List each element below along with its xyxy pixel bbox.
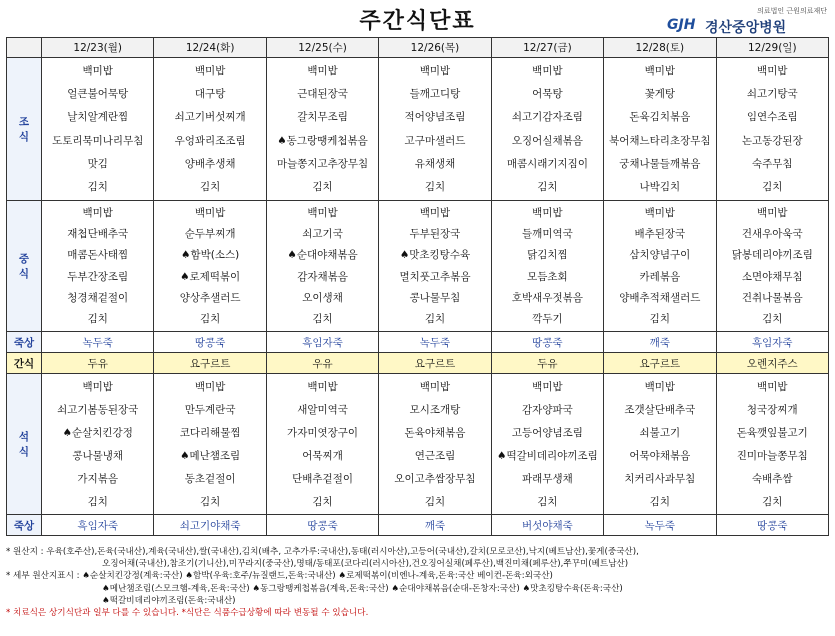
snack-label: 간식 — [7, 353, 42, 374]
menu-item: 돈육야채볶음 — [404, 426, 466, 439]
menu-item: 두부간장조림 — [67, 270, 129, 283]
menu-item: 백미밥 — [419, 64, 451, 77]
menu-item: 김치 — [199, 181, 221, 194]
menu-item: 진미마늘쫑무침 — [736, 449, 808, 462]
menu-item: 북어채느타리초장무침 — [609, 134, 711, 147]
menu-item: 돈육깻잎불고기 — [736, 426, 808, 439]
menu-item: 어묵찌개 — [302, 449, 343, 462]
day-header: 12/23(월) — [42, 38, 154, 58]
breakfast-day-4 — [379, 58, 491, 201]
dinner-label: 석 식 — [7, 374, 42, 515]
menu-item: 조갯살단배추국 — [624, 403, 696, 416]
menu-item: 백미밥 — [644, 380, 676, 393]
menu-item: 오이고추쌈장무침 — [394, 472, 476, 485]
menu-item: 카레볶음 — [639, 270, 681, 283]
menu-item: 김치 — [87, 313, 108, 326]
day-header: 12/26(목) — [379, 38, 491, 58]
logo-mark: GJH — [667, 17, 696, 33]
logo-name: 경산중앙병원 — [705, 20, 787, 36]
porridge-cell: 흑임자죽 — [266, 332, 378, 353]
lunch-day-5 — [491, 201, 603, 332]
menu-item: 호박새우젓볶음 — [511, 291, 583, 304]
menu-item: 김치 — [199, 495, 221, 508]
breakfast-label: 조 식 — [7, 58, 42, 201]
menu-item: 닭봉데리야끼조림 — [731, 249, 813, 262]
origin-note-1: * 원산지 : 우육(호주산),돈육(국내산),계육(국내산),쌀(국내산),김치(배추, 고추가루:국내산),동태(러시아산),고등어(국내산),갈치(모로코산),낙지(베트남산),꽃게(중국산), — [6, 547, 639, 557]
menu-item: ♠순살치킨강정 — [62, 426, 133, 439]
dinner-day-3 — [266, 374, 378, 515]
menu-item: 백미밥 — [194, 206, 226, 219]
menu-item: 김치 — [762, 181, 783, 194]
menu-item: 논고동강된장 — [741, 134, 803, 147]
day-header: 12/27(금) — [491, 38, 603, 58]
menu-item: 쇠고기탕국 — [746, 87, 798, 100]
menu-item: 건새우아욱국 — [741, 227, 803, 240]
menu-item: 얼큰불어묵탕 — [67, 87, 129, 100]
menu-item: 쇠고기봄동된장국 — [57, 403, 139, 416]
menu-item: ♠메난챔조림 — [180, 449, 241, 462]
menu-item: 오이생채 — [302, 291, 343, 304]
menu-item: 근대된장국 — [297, 87, 348, 100]
menu-item: 가자미엿장구이 — [287, 426, 359, 439]
menu-item: 콩나물냉채 — [72, 449, 124, 462]
menu-item: 백미밥 — [307, 64, 338, 77]
porridge-cell: 흑임자죽 — [716, 332, 828, 353]
porridge-cell: 땅콩죽 — [491, 332, 603, 353]
menu-item: 백미밥 — [757, 64, 788, 77]
menu-item: 연근조림 — [414, 449, 456, 462]
menu-item: 양상추샐러드 — [179, 291, 241, 304]
menu-item: 백미밥 — [419, 206, 451, 219]
menu-item: 김치 — [537, 181, 558, 194]
menu-item: 모듬초회 — [527, 270, 568, 283]
porridge-row-1 — [7, 332, 829, 353]
menu-item: 청경채겉절이 — [67, 291, 129, 304]
lunch-row — [7, 201, 829, 332]
porridge-cell: 녹두죽 — [42, 332, 154, 353]
menu-item: 꽃게탕 — [644, 87, 676, 100]
porridge-cell: 흑임자죽 — [42, 515, 154, 536]
menu-item: 백미밥 — [419, 380, 451, 393]
dinner-day-2 — [154, 374, 266, 515]
menu-item: 날치알계란찜 — [67, 111, 129, 124]
hospital-logo — [667, 6, 827, 36]
porridge-cell: 녹두죽 — [604, 515, 716, 536]
menu-item: 들깨미역국 — [522, 227, 573, 240]
menu-item: ♠순대야채볶음 — [287, 249, 358, 262]
porridge-cell: 깨죽 — [604, 332, 716, 353]
detail-note-1: * 세부 원산지표시 : ♠순살치킨강정(계육:국산) ♠함박(우육:호주/뉴질랜드,돈육:국내산) ♠로제떡볶이(비엔나-계육,돈육:국산 베이컨-돈육:외국산) — [6, 571, 553, 582]
menu-item: 마늘쫑지고추장무침 — [276, 157, 369, 170]
menu-item: 쇠고기감자조림 — [511, 111, 583, 124]
detail-note-2: ♠메난챔조림(스모크햄-계육,돈육:국산) ♠동그랑땡케첩볶음(계육,돈육:국산) ♠순대야채볶음(순대-돈창자:국산) ♠맛초킹탕수육(돈육:국산) — [102, 583, 623, 594]
menu-item: 나박김치 — [639, 181, 681, 194]
menu-item: 양배추생채 — [184, 157, 236, 170]
menu-item: 김치 — [537, 495, 558, 508]
menu-item: 파래무생채 — [522, 472, 573, 485]
menu-item: 콩나물무침 — [409, 291, 461, 304]
origin-note-2: 오징어채(국내산),참조기(기니산),미꾸라지(중국산),명태/동태포(코다리(러시아산),건오징어실채(페루산),백진미채(페루산),쭈꾸미(베트남산) — [102, 559, 629, 570]
menu-item: 도토리묵미나리무침 — [52, 134, 144, 147]
lunch-label: 중 식 — [7, 201, 42, 332]
menu-item: 백미밥 — [307, 380, 338, 393]
menu-item: ♠동그랑땡케첩볶음 — [277, 134, 368, 147]
porridge-row-2 — [7, 515, 829, 536]
menu-item: 순두부찌개 — [184, 227, 236, 240]
menu-item: 새알미역국 — [297, 403, 348, 416]
menu-item: 청국장찌개 — [746, 403, 798, 416]
porridge-cell: 버섯야채죽 — [491, 515, 603, 536]
menu-item: 김치 — [424, 313, 446, 326]
menu-item: 들깨고디탕 — [409, 87, 461, 100]
menu-item: 대구탕 — [194, 87, 226, 100]
menu-item: 김치 — [87, 181, 108, 194]
menu-item: 백미밥 — [757, 380, 788, 393]
dinner-day-1 — [42, 374, 154, 515]
day-header: 12/29(일) — [716, 38, 828, 58]
menu-item: 두부된장국 — [409, 227, 461, 240]
menu-item: 백미밥 — [194, 64, 226, 77]
porridge-cell: 쇠고기야채죽 — [154, 515, 266, 536]
menu-item: 백미밥 — [307, 206, 338, 219]
snack-cell: 오렌지주스 — [716, 353, 828, 374]
dinner-day-7 — [716, 374, 828, 515]
breakfast-day-1 — [42, 58, 154, 201]
menu-item: 김치 — [649, 495, 670, 508]
menu-item: 고구마샐러드 — [404, 134, 466, 147]
menu-item: 가지볶음 — [77, 472, 118, 485]
porridge-cell: 깨죽 — [379, 515, 491, 536]
menu-item: 재첩단배추국 — [67, 227, 129, 240]
snack-cell: 요구르트 — [379, 353, 491, 374]
header-row — [7, 38, 829, 58]
menu-item: 백미밥 — [644, 64, 676, 77]
menu-item: 멸치풋고추볶음 — [399, 270, 471, 283]
menu-item: 동초겉절이 — [184, 472, 236, 485]
breakfast-day-6 — [604, 58, 716, 201]
menu-item: 감자채볶음 — [297, 270, 348, 283]
porridge-cell: 녹두죽 — [379, 332, 491, 353]
dinner-row — [7, 374, 829, 515]
porridge-label-2: 죽상 — [7, 515, 42, 536]
dinner-day-6 — [604, 374, 716, 515]
snack-cell: 우유 — [266, 353, 378, 374]
lunch-day-7 — [716, 201, 828, 332]
menu-item: 김치 — [649, 313, 670, 326]
menu-item: 임연수조림 — [746, 111, 798, 124]
menu-item: 닭김치찜 — [527, 249, 568, 262]
menu-item: 숙주무침 — [751, 157, 793, 170]
detail-note-3: ♠떡갈비데리야끼조림(돈육:국내산) — [102, 595, 236, 606]
menu-item: 백미밥 — [82, 380, 113, 393]
snack-cell: 두유 — [42, 353, 154, 374]
menu-item: 쇠불고기 — [639, 426, 681, 439]
menu-item: 김치 — [312, 181, 333, 194]
porridge-cell: 땅콩죽 — [716, 515, 828, 536]
snack-cell: 요구르트 — [154, 353, 266, 374]
snack-cell: 두유 — [491, 353, 603, 374]
breakfast-day-5 — [491, 58, 603, 201]
menu-item: 돈육김치볶음 — [629, 111, 691, 124]
breakfast-row — [7, 58, 829, 201]
dinner-day-4 — [379, 374, 491, 515]
page-title: 주간식단표 — [359, 9, 476, 34]
menu-item: 소면야채무침 — [741, 270, 803, 283]
menu-item: 쇠고기버섯찌개 — [174, 111, 246, 124]
menu-item: 코다리해물찜 — [179, 426, 241, 439]
lunch-day-6 — [604, 201, 716, 332]
breakfast-day-2 — [154, 58, 266, 201]
menu-item: 궁채나물들깨볶음 — [619, 157, 701, 170]
logo-subtitle: 의료법인 근원의료재단 — [757, 7, 827, 15]
day-header: 12/28(토) — [604, 38, 716, 58]
menu-item: 양배추적채샐러드 — [619, 291, 701, 304]
lunch-day-4 — [379, 201, 491, 332]
menu-item: 김치 — [87, 495, 108, 508]
menu-item: 배추된장국 — [634, 227, 686, 240]
menu-item: ♠로제떡볶이 — [180, 270, 241, 283]
day-header: 12/24(화) — [154, 38, 266, 58]
footnotes — [6, 546, 829, 619]
menu-item: 김치 — [312, 313, 333, 326]
porridge-cell: 땅콩죽 — [266, 515, 378, 536]
menu-item: 김치 — [762, 313, 783, 326]
menu-item: 감자양파국 — [522, 403, 573, 416]
menu-item: 맛김 — [87, 157, 108, 170]
menu-item: 유채생채 — [414, 157, 456, 170]
porridge-cell: 땅콩죽 — [154, 332, 266, 353]
menu-item: 매콤돈사태찜 — [67, 249, 129, 262]
disclaimer-note: * 치료식은 상기식단과 일부 다를 수 있습니다. *식단은 식품수급상황에 따라 변동될 수 있습니다. — [6, 608, 369, 619]
menu-item: 우엉꽈리조조림 — [174, 134, 246, 147]
menu-item: 치커리사과무침 — [624, 472, 696, 485]
snack-cell: 요구르트 — [604, 353, 716, 374]
menu-item: 건취나물볶음 — [741, 291, 803, 304]
menu-item: 오징어실채볶음 — [511, 134, 583, 147]
menu-item: 백미밥 — [82, 206, 113, 219]
dinner-day-5 — [491, 374, 603, 515]
menu-item: 백미밥 — [644, 206, 676, 219]
menu-item: 김치 — [424, 181, 446, 194]
menu-item: ♠맛초킹탕수육 — [399, 249, 471, 262]
menu-item: 백미밥 — [532, 206, 563, 219]
menu-item: 김치 — [199, 313, 221, 326]
menu-item: 단배추겉절이 — [292, 472, 353, 485]
menu-item: 쇠고기국 — [302, 227, 343, 240]
header-corner — [7, 38, 42, 58]
menu-item: 만두계란국 — [184, 403, 236, 416]
menu-item: 백미밥 — [194, 380, 226, 393]
lunch-day-3 — [266, 201, 378, 332]
menu-item: 갈치무조림 — [297, 111, 348, 124]
menu-item: 백미밥 — [82, 64, 113, 77]
menu-item: 매콤시래기지짐이 — [506, 157, 588, 170]
menu-item: ♠함박(소스) — [181, 249, 240, 262]
weekly-menu-table — [6, 37, 829, 536]
menu-item: 적어양념조림 — [404, 111, 466, 124]
menu-item: 어묵야채볶음 — [629, 449, 691, 462]
menu-item: 숙배추쌈 — [751, 472, 793, 485]
snack-row — [7, 353, 829, 374]
menu-item: 깍두기 — [532, 313, 563, 326]
menu-item: 김치 — [424, 495, 446, 508]
breakfast-day-3 — [266, 58, 378, 201]
menu-item: 삼치양념구이 — [629, 249, 691, 262]
menu-item: 백미밥 — [532, 380, 563, 393]
menu-item: 모시조개탕 — [409, 403, 461, 416]
lunch-day-1 — [42, 201, 154, 332]
menu-item: 백미밥 — [532, 64, 563, 77]
menu-item: ♠떡갈비데리야끼조림 — [497, 449, 598, 462]
menu-item: 김치 — [762, 495, 783, 508]
menu-item: 김치 — [312, 495, 333, 508]
breakfast-day-7 — [716, 58, 828, 201]
day-header: 12/25(수) — [266, 38, 378, 58]
menu-item: 백미밥 — [757, 206, 788, 219]
porridge-label-1: 죽상 — [7, 332, 42, 353]
menu-item: 어묵탕 — [532, 87, 563, 100]
lunch-day-2 — [154, 201, 266, 332]
menu-item: 고등어양념조림 — [511, 426, 583, 439]
